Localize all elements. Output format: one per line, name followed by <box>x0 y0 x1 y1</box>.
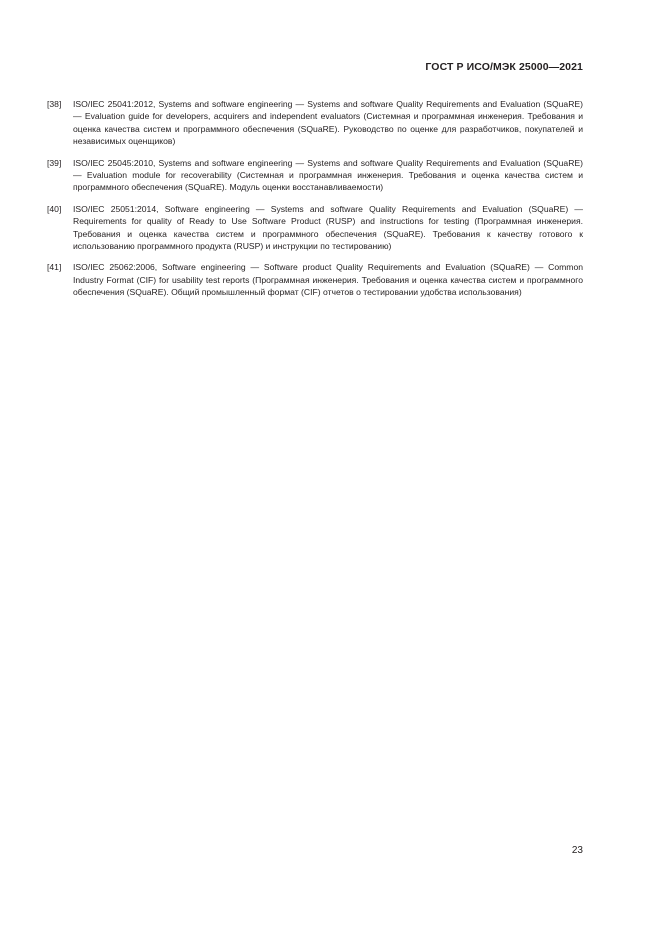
bibliography-entry <box>47 203 583 253</box>
bibliography-entry <box>47 157 583 194</box>
entry-number: [41] <box>47 262 62 273</box>
bibliography-entry <box>47 98 583 148</box>
page-number: 23 <box>571 845 583 856</box>
entry-text: ISO/IEC 25045:2010, Systems and software engineering — Systems and software Quality Requirements and Evaluation (SQuaRE) — Evaluation module for recoverability (Системная и программная инженерия. Требования и оценка качества систем и программного обеспечения (SQuaRE). Модуль оценки восстанавливаемости) <box>73 157 583 193</box>
bibliography-entry <box>47 261 583 298</box>
entry-number: [39] <box>47 157 62 168</box>
document-header-standard-code: ГОСТ Р ИСО/МЭК 25000—2021 <box>425 61 583 73</box>
entry-text: ISO/IEC 25041:2012, Systems and software engineering — Systems and software Quality Requirements and Evaluation (SQuaRE) — Evaluation guide for developers, acquirers and independent evaluators (Системная и программная инженерия. Требования и оценка качества систем и программного обеспечения (SQuaRE). Руководство по оценке для разработчиков, покупателей и независимых оценщиков) <box>73 99 583 147</box>
entry-number: [40] <box>47 203 62 214</box>
entry-text: ISO/IEC 25051:2014, Software engineering — Systems and software Quality Requirements and Evaluation (SQuaRE) — Requirements for quality of Ready to Use Software Product (RUSP) and instructions for testing (Программная инженерия. Требования и оценка качества систем и программного обеспечения (SQuaRE). Требования к качеству готового к использованию программного продукта (RUSP) и инструкции по тестированию) <box>73 203 583 252</box>
entry-text: ISO/IEC 25062:2006, Software engineering — Software product Quality Requirements and Evaluation (SQuaRE) — Common Industry Format (CIF) for usability test reports (Программная инженерия. Требования и оценка качества систем и программного обеспечения (SQuaRE). Общий промышленный формат (CIF) отчетов о тестировании удобства использования) <box>73 262 583 298</box>
bibliography-list <box>47 98 583 308</box>
entry-number: [38] <box>47 99 62 109</box>
